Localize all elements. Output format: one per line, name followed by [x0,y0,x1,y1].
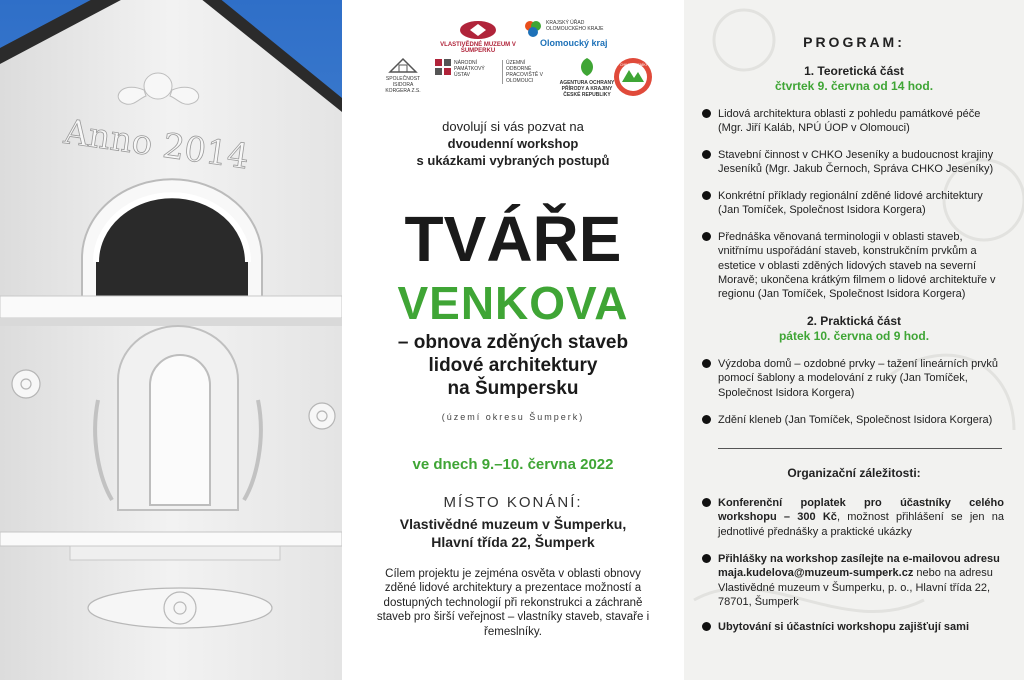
program-panel [684,0,1024,680]
part2-heading [684,314,1024,344]
part2-time: pátek 10. června od 9 hod. [778,329,930,343]
museum-logo: VLASTIVĚDNÉ MUZEUM V ŠUMPERKU [428,20,528,54]
anno-inscription: Anno 2014 [61,112,252,178]
program-heading: PROGRAM: [803,34,905,50]
bullet-icon [702,232,711,241]
floral-ornament [88,588,272,628]
list-item: Stavební činnost v CHKO Jeseníky a budoucnost krajiny Jeseníků (Mgr. Jakub Černoch, Správa CHKO Jeseníky) [718,148,1004,177]
list-item: Výzdoba domů – ozdobné prvky – tažení lineárních prvků pomocí šablony a modelování z ruky (Jan Tomíček, Společnost Isidora Korgera) [718,357,1004,400]
list-item: Konferenční poplatek pro účastníky celého workshopu – 300 Kč, možnost přihlášení se jen na jednotlivé přednášky a praktické ukázky [718,496,1004,539]
invite-line: dvoudenní workshop [447,136,579,151]
project-goal: Cílem projektu je zejména osvěta v oblasti obnovy zděné lidové architektury a prezentace možností a dostupných technologií při rekonstrukci a záchraně staveb pro širší veřejnost – vlastníky staveb, stavaře i řemeslníky. [376,568,650,638]
invitation-text [342,118,684,169]
list-item: Konkrétní příklady regionální zděné lidové architektury (Jan Tomíček, Společnost Isidora Korgera) [718,189,1004,218]
bullet-icon [702,109,711,118]
invite-line: dovolují si vás pozvat na [442,119,584,134]
title-main: TVÁŘE [404,203,622,275]
subtitle-line: na Šumpersku [447,378,579,399]
list-item: Přihlášky na workshop zasílejte na e-mailovou adresu maja.kudelova@muzeum-sumperk.cz nebo na adresu Vlastivědné muzeum v Šumperku, p. o., Hlavní třída 22, 78701, Šumperk [718,552,1004,609]
invitation-panel [342,0,684,680]
korger-logo: SPOLEČNOST ISIDORA KORGERA Z.S. [380,56,426,94]
list-item: Zdění kleneb (Jan Tomíček, Společnost Isidora Korgera) [718,413,1004,427]
olomoucky-kraj-logo: KRAJSKÝ ÚŘAD OLOMOUCKÉHO KRAJE Olomoucký kraj [524,20,624,40]
title-green: VENKOVA [397,277,629,329]
list-item: Lidová architektura oblasti z pohledu památkové péče (Mgr. Jiří Kaláb, NPÚ ÚOP v Olomouci) [718,107,1004,136]
aopk-logo: AGENTURA OCHRANY PŘÍRODY A KRAJINY ČESKÉ REPUBLIKY [556,56,618,98]
bullet-icon [702,498,711,507]
subtitle-line: – obnova zděných staveb [397,332,629,353]
part1-time: čtvrtek 9. června od 14 hod. [774,79,934,93]
list-item: Ubytování si účastníci workshopu zajišťují sami [718,620,1004,634]
subtitle [342,331,684,400]
part2-title: 2. Praktická část [806,314,902,328]
organization-heading: Organizační záležitosti: [787,466,921,480]
event-dates: ve dnech 9.–10. června 2022 [412,456,614,473]
divider [718,448,1002,449]
bullet-icon [702,554,711,563]
partner-logos [342,14,684,114]
building-photo [0,0,342,680]
venue-heading: MÍSTO KONÁNÍ: [443,494,583,511]
venue-line: Hlavní třída 22, Šumperk [431,534,595,550]
bullet-icon [702,150,711,159]
territory-note: (území okresu Šumperk) [441,412,585,422]
venue-line: Vlastivědné muzeum v Šumperku, [399,516,627,532]
list-item: Přednáška věnovaná terminologii v oblasti staveb, vnitřnímu uspořádání staveb, konstrukčním prvkům a estetice v oblasti zděných lidových staveb na severní Moravě; ukončena krátkým filmem o lidové architektuře v regionu (Jan Tomíček, Společnost Isidora Korgera) [718,230,1004,301]
bullet-icon [702,415,711,424]
npu-logo: NÁRODNÍ PAMÁTKOVÝ ÚSTAV [434,58,482,78]
chko-jeseniky-logo: CHKO JESENÍKY [612,56,656,100]
uop-label: ÚZEMNÍ ODBORNÉ PRACOVIŠTĚ V OLOMOUCI [502,60,548,84]
venue-address [342,515,684,551]
part1-heading [684,64,1024,94]
bullet-icon [702,622,711,631]
subtitle-line: lidové architektury [428,355,598,376]
bullet-icon [702,191,711,200]
invite-line: s ukázkami vybraných postupů [416,153,610,168]
part1-title: 1. Teoretická část [804,64,904,78]
bullet-icon [702,359,711,368]
